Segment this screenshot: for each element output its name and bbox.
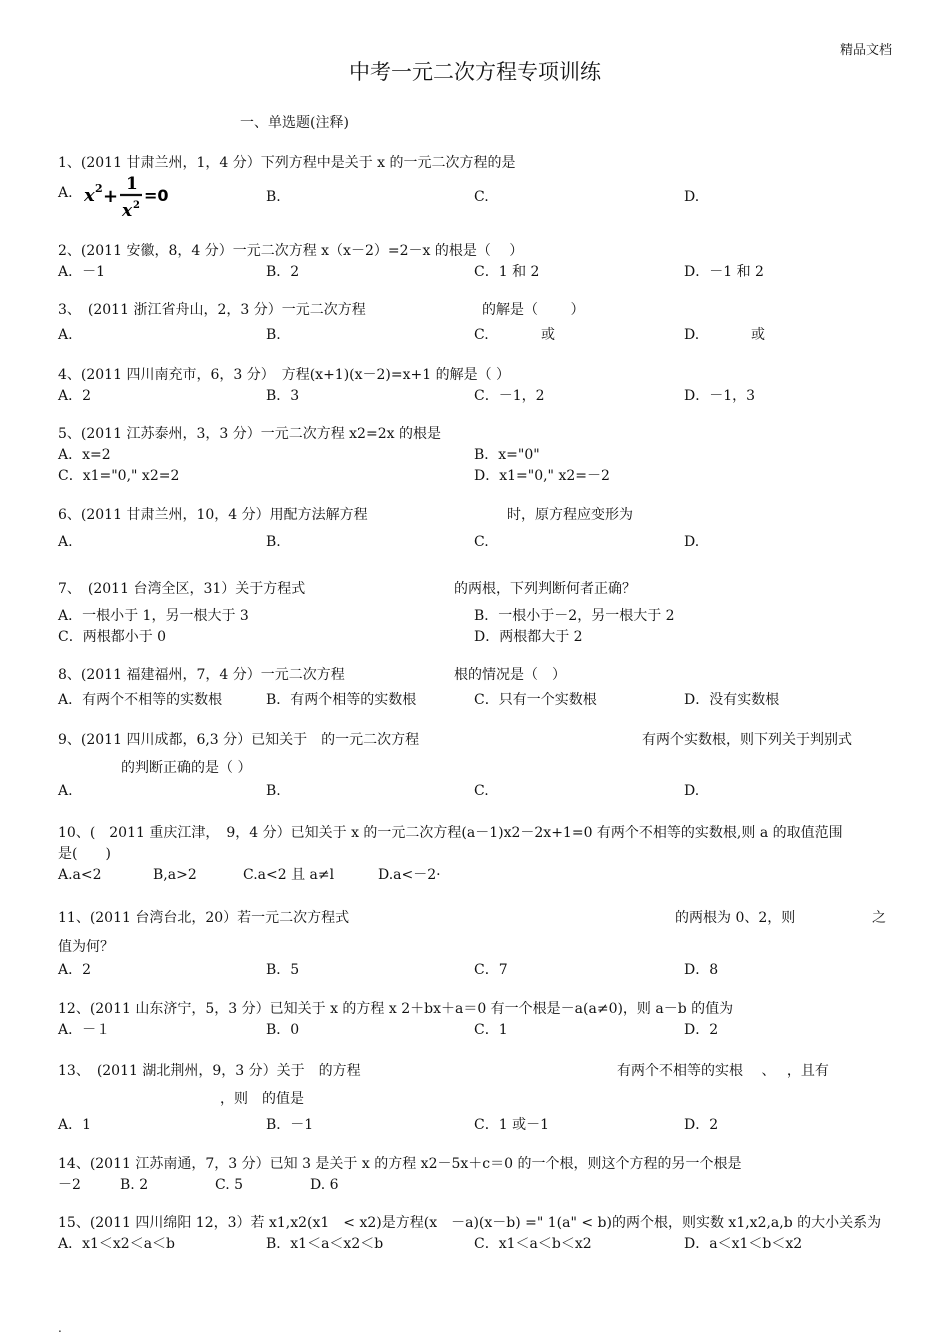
- question-2-stem-line-1: 2、(2011 安徽，8，4 分）一元二次方程 x（x－2）=2－x 的根是（ ）: [58, 243, 524, 259]
- question-1-option-4: D.: [684, 189, 700, 205]
- question-9-stem-line-2: 有两个实数根，则下列关于判别式: [642, 732, 852, 748]
- question-9-option-4: D.: [684, 783, 700, 799]
- question-5-option-4: D．x1="0," x2=－2: [474, 468, 610, 484]
- question-5-option-3: C．x1="0," x2=2: [58, 468, 180, 484]
- footer-dot: .: [58, 1321, 62, 1335]
- question-5-stem-line-1: 5、(2011 江苏泰州，3，3 分）一元二次方程 x2=2x 的根是: [58, 426, 441, 442]
- question-11-stem-line-1: 11、(2011 台湾台北，20）若一元二次方程式: [58, 910, 350, 926]
- formula-denominator: x: [122, 201, 133, 221]
- question-12-option-1: A．－１: [58, 1022, 111, 1038]
- question-3-option-1: A.: [58, 327, 73, 343]
- question-3-stem-line-1: 3、 (2011 浙江省舟山，2，3 分）一元二次方程: [58, 302, 366, 318]
- question-15-stem-line-1: 15、(2011 四川绵阳 12，3）若 x1,x2(x1 < x2)是方程(x －a)(x－b) =" 1(a" < b)的两个根，则实数 x1,x2,a,b 的大小关系为: [58, 1215, 882, 1231]
- question-12-option-3: C．1: [474, 1022, 508, 1038]
- question-8-option-3: C．只有一个实数根: [474, 692, 597, 708]
- question-8-option-4: D．没有实数根: [684, 692, 780, 708]
- question-9-stem-line-3: 的判断正确的是（ ）: [121, 760, 252, 776]
- formula-sup: 2: [95, 182, 103, 195]
- formula-x: x: [84, 185, 95, 206]
- page-title: 中考一元二次方程专项训练: [349, 60, 601, 84]
- question-5-option-2: B．x="0": [474, 447, 540, 463]
- question-13-stem-line-1: 13、 (2011 湖北荆州，9，3 分）关于 的方程: [58, 1063, 361, 1079]
- question-7-stem-line-2: 的两根，下列判断何者正确？: [454, 581, 636, 597]
- question-6-stem-line-1: 6、(2011 甘肃兰州，10，4 分）用配方法解方程: [58, 507, 368, 523]
- question-6-option-4: D.: [684, 534, 700, 550]
- formula-q1-option-a: [84, 171, 179, 221]
- question-15-option-1: A．x1＜x2＜a＜b: [58, 1236, 176, 1252]
- question-6-option-2: B.: [266, 534, 281, 550]
- question-13-option-2: B．－1: [266, 1117, 314, 1133]
- question-10-option-3: C.a<2 且 a≠l: [243, 867, 335, 883]
- question-9-option-1: A.: [58, 783, 73, 799]
- question-9-option-2: B.: [266, 783, 281, 799]
- question-6-option-1: A.: [58, 534, 73, 550]
- question-9-option-3: C.: [474, 783, 489, 799]
- question-11-stem-line-4: 值为何？: [58, 939, 114, 955]
- question-7-option-1: A．一根小于 1，另一根大于 3: [58, 608, 249, 624]
- question-14-option-2: B. 2: [120, 1177, 149, 1193]
- question-1-option-2: B.: [266, 189, 281, 205]
- question-4-option-4: D．－1，3: [684, 388, 756, 404]
- question-7-option-2: B．一根小于－2，另一根大于 2: [474, 608, 675, 624]
- question-10-option-1: A.a<2: [58, 867, 102, 883]
- question-8-stem-line-1: 8、(2011 福建福州，7，4 分）一元二次方程: [58, 667, 345, 683]
- section-heading: 一、单选题(注释): [240, 115, 349, 131]
- question-5-option-1: A．x=2: [58, 447, 111, 463]
- question-10-stem-line-2: 是( ): [58, 846, 111, 862]
- question-8-option-2: B．有两个相等的实数根: [266, 692, 417, 708]
- question-4-option-2: B．3: [266, 388, 300, 404]
- watermark-text: 精品文档: [839, 43, 892, 58]
- formula-plus: +: [103, 186, 119, 207]
- question-11-option-1: A．2: [58, 962, 92, 978]
- question-3-stem-line-2: 的解是（ ）: [482, 302, 585, 318]
- question-6-stem-line-2: 时，原方程应变形为: [507, 507, 633, 523]
- question-13-stem-line-2: 有两个不相等的实根 、 ，且有: [617, 1063, 829, 1079]
- question-11-stem-line-2: 的两根为 0、2，则: [675, 910, 796, 926]
- question-3-option-4: 或: [541, 327, 555, 343]
- question-1-option-1: A.: [58, 185, 73, 201]
- question-4-option-1: A．2: [58, 388, 92, 404]
- question-7-option-4: D．两根都大于 2: [474, 629, 583, 645]
- question-2-option-1: A．－1: [58, 264, 106, 280]
- question-2-option-2: B．2: [266, 264, 300, 280]
- question-14-option-1: －2: [58, 1177, 81, 1193]
- question-3-option-5: D.: [684, 327, 700, 343]
- question-12-option-4: D．2: [684, 1022, 719, 1038]
- question-3-option-3: C.: [474, 327, 489, 343]
- formula-den-sup: 2: [133, 200, 140, 211]
- question-13-option-3: C．1 或－1: [474, 1117, 549, 1133]
- question-2-option-3: C．1 和 2: [474, 264, 540, 280]
- question-10-stem-line-1: 10、( 2011 重庆江津， 9，4 分）已知关于 x 的一元二次方程(a－1)x2－2x+1=0 有两个不相等的实数根,则 a 的取值范围: [58, 825, 843, 841]
- question-7-option-3: C．两根都小于 0: [58, 629, 167, 645]
- question-3-option-6: 或: [751, 327, 765, 343]
- question-8-stem-line-2: 根的情况是（ ）: [454, 667, 566, 683]
- question-10-option-4: D.a<－2·: [378, 867, 441, 883]
- formula-equals-zero: =0: [144, 186, 169, 205]
- question-4-option-3: C．－1，2: [474, 388, 545, 404]
- question-12-stem-line-1: 12、(2011 山东济宁，5，3 分）已知关于 x 的方程 x 2＋bx＋a＝0 有一个根是－a(a≠0)，则 a－b 的值为: [58, 1001, 734, 1017]
- formula-numerator: 1: [126, 174, 138, 194]
- question-11-option-2: B．5: [266, 962, 300, 978]
- question-11-option-3: C．7: [474, 962, 508, 978]
- question-9-stem-line-1: 9、(2011 四川成都，6,3 分）已知关于 的一元二次方程: [58, 732, 420, 748]
- question-3-option-2: B.: [266, 327, 281, 343]
- question-15-option-4: D．a＜x1＜b＜x2: [684, 1236, 803, 1252]
- question-2-option-4: D．－1 和 2: [684, 264, 764, 280]
- question-13-option-1: A．1: [58, 1117, 92, 1133]
- question-6-option-3: C.: [474, 534, 489, 550]
- question-14-stem-line-1: 14、(2011 江苏南通，7，3 分）已知 3 是关于 x 的方程 x2－5x＋c＝0 的一个根，则这个方程的另一个根是: [58, 1156, 742, 1172]
- question-15-option-2: B．x1＜a＜x2＜b: [266, 1236, 384, 1252]
- question-10-option-2: B,a>2: [153, 867, 197, 883]
- question-1-option-3: C.: [474, 189, 489, 205]
- question-14-option-4: D. 6: [310, 1177, 339, 1193]
- question-11-option-4: D．8: [684, 962, 719, 978]
- question-14-option-3: C. 5: [215, 1177, 244, 1193]
- question-13-option-4: D．2: [684, 1117, 719, 1133]
- question-4-stem-line-1: 4、(2011 四川南充市，6，3 分） 方程(x+1)(x－2)=x+1 的解是（ ）: [58, 367, 511, 383]
- question-13-stem-line-3: ，则 的值是: [220, 1091, 304, 1107]
- question-8-option-1: A．有两个不相等的实数根: [58, 692, 223, 708]
- question-7-stem-line-1: 7、 (2011 台湾全区，31）关于方程式: [58, 581, 306, 597]
- question-11-stem-line-3: 之: [872, 910, 886, 926]
- question-15-option-3: C．x1＜a＜b＜x2: [474, 1236, 592, 1252]
- question-1-stem-line-1: 1、(2011 甘肃兰州，1，4 分）下列方程中是关于 x 的一元二次方程的是: [58, 155, 516, 171]
- question-12-option-2: B．0: [266, 1022, 300, 1038]
